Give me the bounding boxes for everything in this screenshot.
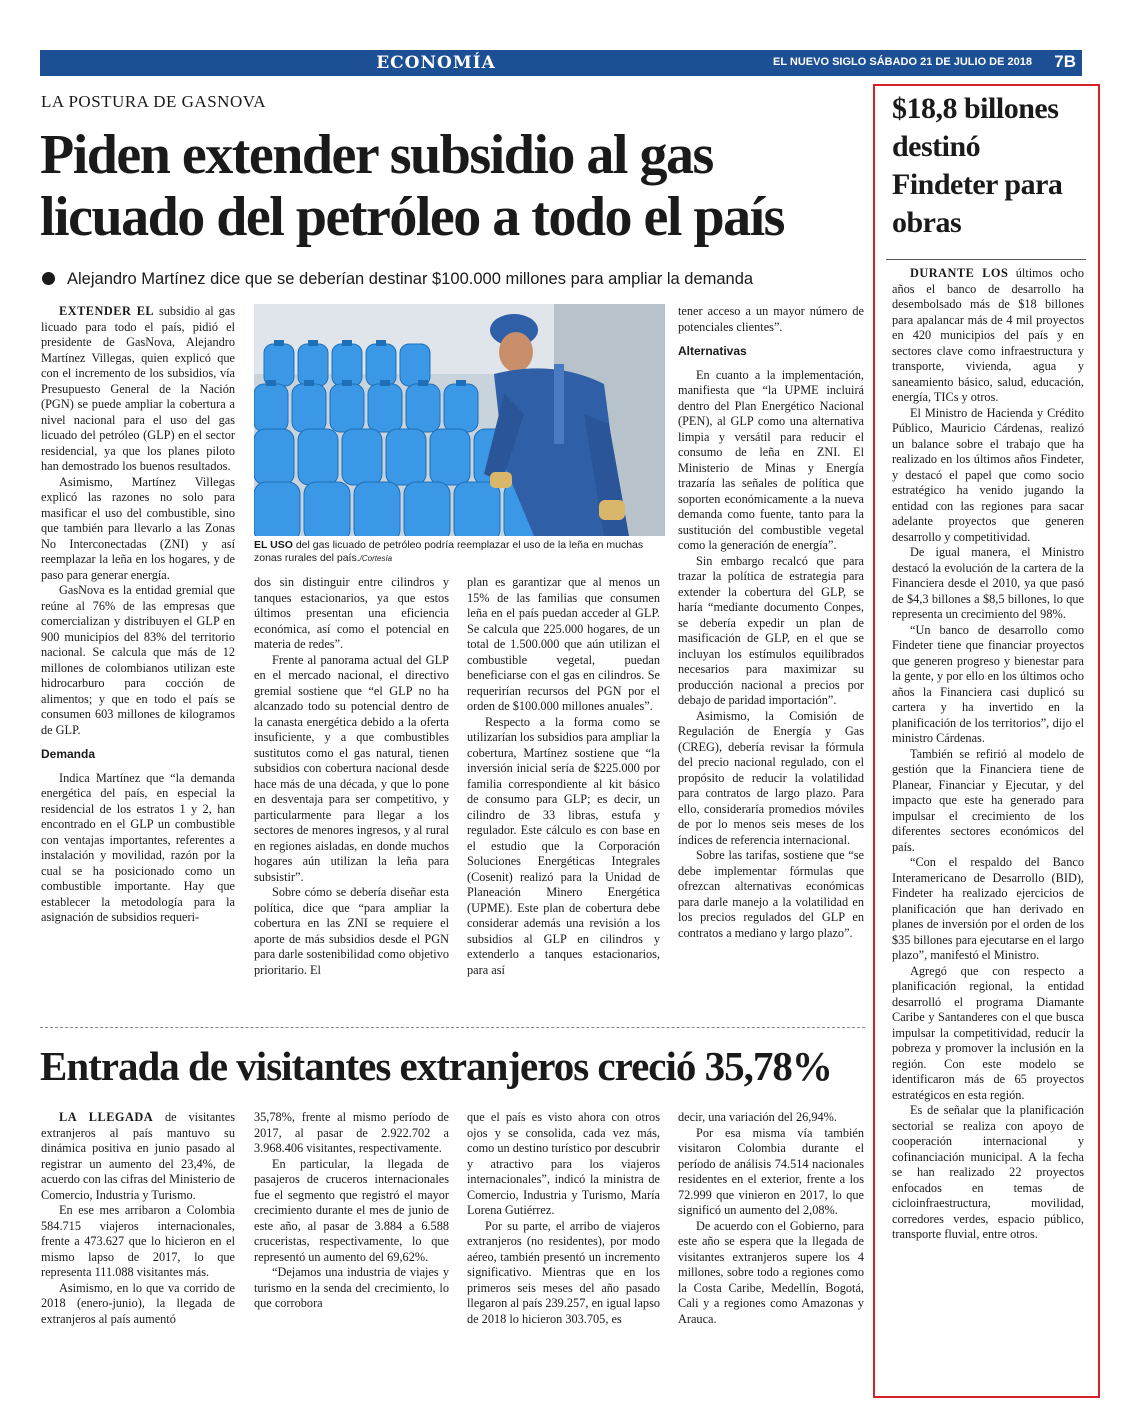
section-label: ECONOMÍA (376, 53, 496, 73)
paragraph: EXTENDER EL subsidio al gas licuado para todo el país, pidió el presidente de GasNova, Alejandro Martínez Villegas, quien explicó que con el incremento de los subsidios, vía Presupuesto General de la Nación (PGN) se puede ampliar la cobertura a nivel nacional para el uso del gas licuado del petróleo (GLP) en el sector residencial, ya que los planes piloto han demostrado los buenos resultados. (41, 304, 235, 473)
article-column-1 (41, 304, 235, 1024)
paragraph: Indica Martínez que “la demanda energética del país, en especial la residencial de los estratos 1 y 2, han encontrado en el GLP un combustible con ventajas importantes, referentes a instalación y movilidad, razón por la cual se ha posicionado como un combustible importante. Hay que establecer la metodología para la asignación de subsidios requeri- (41, 770, 235, 924)
paragraph: Respecto a la forma como se utilizarían los subsidios para ampliar la cobertura, Martínez sostiene que “la inversión inicial sería de $225.000 por familia correspondiente al kit básico de consumo para GLP; es decir, un cilindro de 33 libras, estufa y regulador. Este cálculo es con base en el estudio que la Corporación Soluciones Energéticas Integrales (Cosenit) realizó para la Unidad de Planeación Minero Energética (UPME). Este plan de cobertura debe considerar además una revisión a los subsidios al GLP en cilindros y extenderlo a tanques estacionarios, para así (467, 714, 660, 977)
paragraph: 35,78%, frente al mismo período de 2017, al pasar de 2.922.702 a 3.968.406 visitantes, respectivamente. (254, 1110, 449, 1155)
gas-cylinders-photo (254, 304, 665, 536)
paragraph: tener acceso a un mayor número de potenciales clientes”. (678, 304, 864, 334)
paragraph: Asimismo, en lo que va corrido de 2018 (enero-junio), la llegada de extranjeros al país aumentó (41, 1280, 235, 1326)
paragraph: De acuerdo con el Gobierno, para este año se espera que la llegada de visitantes extranjeros supere los 4 millones, sobre todo a regiones como la Costa Caribe, Medellín, Bogotá, Cali y a regiones como Amazonas y Arauca. (678, 1218, 864, 1326)
paragraph: Es de señalar que la planificación sectorial se realiza con apoyo de cooperación internacional y cofinanciación municipal. A la fecha se han realizado 22 proyectos enfocados en temas de cicloinfraestructura, movilidad, corredores verdes, espacio público, transporte fluvial, entre otros. (892, 1103, 1084, 1241)
paragraph: Sin embargo recalcó que para trazar la política de estrategia para extender la cobertura del GLP, se haría “mediante documento Conpes, se debería expedir un plan de masificación de GLP, en el que se incluyan los estímulos equilibrados necesarios para maximizar su producción nacional a precios por debajo de paridad importación”. (678, 553, 864, 707)
article-column-2 (254, 575, 449, 1025)
paragraph: LA LLEGADA de visitantes extranjeros al país mantuvo su dinámica positiva en junio pasado al registrar un aumento del 23,4%, de acuerdo con las cifras del Ministerio de Comercio, Industria y Turismo. (41, 1110, 235, 1202)
paragraph: dos sin distinguir entre cilindros y tanques estacionarios, ya que estos últimos presentan una eficiencia económica, así como el potencial en materia de redes”. (254, 575, 449, 651)
second-article-headline: Entrada de visitantes extranjeros creció 35,78% (40, 1043, 832, 1089)
second-column-3 (467, 1110, 660, 1400)
article-photo (254, 304, 665, 536)
paragraph: DURANTE LOS últimos ocho años el banco de desarrollo ha desembolsado más de $18 billones para apalancar más de 4 mil proyectos en 420 municipios del país y en sectores clave como infraestructura y transporte, vivienda, agua y saneamiento básico, salud, educación, energía, TICs y otros. (892, 266, 1084, 404)
paragraph: Asimismo, la Comisión de Regulación de Energía y Gas (CREG), debería revisar la fórmula del precio nacional regulado, con el propósito de reducir la volatilidad para contratos de largo plazo. Para ello, consideraría promedios móviles de por lo menos seis meses de los índices de referencia internacional. (678, 708, 864, 847)
paragraph: Sobre las tarifas, sostiene que “se debe implementar fórmulas que ofrezcan alternativas económicas para darle manejo a la volatilidad en los precios regulados del GLP en contratos a mediano y largo plazo”. (678, 848, 864, 940)
paragraph: El Ministro de Hacienda y Crédito Público, Mauricio Cárdenas, realizó un balance sobre el trabajo que ha realizado en los últimos años Findeter, y destacó el papel que como socio estratégico ha venido jugando la entidad con las regiones para sacar adelante proyectos que generen desarrollo y competitividad. (892, 405, 1084, 544)
sidebar-headline: $18,8 billones destinó Findeter para obras (892, 92, 1063, 239)
paragraph: De igual manera, el Ministro destacó la evolución de la cartera de la Financiera desde el 2010, ya que pasó de $4,3 billones a $8,5 billones, lo que representa un crecimiento del 98%. (892, 545, 1084, 621)
paragraph: decir, una variación del 26,94%. (678, 1110, 837, 1124)
paragraph: Agregó que con respecto a planificación regional, la entidad desarrolló el programa Diamante Caribe y Santanderes con el que busca impulsar la competitividad, reducir la pobreza y promover la inclusión en la región. Con este modelo se identificaron más de 65 proyectos estratégicos en esta región. (892, 963, 1084, 1102)
paragraph: “Dejamos una industria de viajes y turismo en la senda del crecimiento, lo que corrobora (254, 1265, 449, 1310)
second-column-2 (254, 1110, 449, 1400)
paragraph: En cuanto a la implementación, manifiesta que “la UPME incluirá dentro del Plan Energético Nacional (PEN), al GLP como una alternativa limpia y versátil para reducir el consumo de leña en ZNI. El Ministerio de Minas y Energía trazaría las señales de política que soporten económicamente a la nueva demanda como fuente, tanto para la sustitución del combustible vegetal como la generación de energía”. (678, 367, 864, 552)
paragraph: Frente al panorama actual del GLP en el mercado nacional, el directivo gremial sostiene que “el GLP no ha alcanzado todo su potencial dentro de la canasta energética debido a la oferta insuficiente, y a que combustibles sustitutos como el gas natural, tienen subsidios con cobertura nacional desde hace más de una década, y que lo pone en desventaja para ser competitivo, y particularmente para llegar a los sectores de menores ingresos, y al rural en regiones aisladas, en donde muchos hogares aún utilizan la leña para subsistir”. (254, 652, 449, 884)
article-kicker: LA POSTURA DE GASNOVA (41, 92, 267, 111)
paragraph: En ese mes arribaron a Colombia 584.715 viajeros internacionales, frente a 473.627 que lo hicieron en el mismo lapso de 2017, lo que representa 111.088 visitantes más. (41, 1203, 235, 1279)
paragraph: que el país es visto ahora con otros ojos y se consolida, cada vez más, como un destino turístico por descubrir y atractivo para los viajeros internacionales”, indicó la ministra de Comercio, Industria y Turismo, María Lorena Gutiérrez. (467, 1110, 660, 1217)
paragraph: “Con el respaldo del Banco Interamericano de Desarrollo (BID), Findeter ha realizado ejercicios de planificación que han derivado en planes de inversión por el orden de los $35 billones para ejecutarse en el largo plazo”, manifestó el Ministro. (892, 855, 1084, 962)
article-column-3 (467, 575, 660, 1025)
subhead-alternativas: Alternativas (678, 344, 747, 358)
paragraph: En particular, la llegada de pasajeros de cruceros internacionales fue el segmento que registró el mayor crecimiento durante el mes de junio de este año, al pasar de 3.884 a 6.588 cruceristas, respectivamente, lo que representó un aumento del 69,62%. (254, 1156, 449, 1264)
page-number: 7B (1054, 52, 1076, 71)
paragraph: Por esa misma vía también visitaron Colombia durante el período de análisis 74.514 nacionales residentes en el exterior, frente a los 72.999 que vinieron en 2017, lo que significó un aumento del 2,08%. (678, 1125, 864, 1217)
paragraph: plan es garantizar que al menos un 15% de las familias que consumen leña en el país puedan acceder al GLP. Se calcula que 225.000 hogares, de un total de 1.500.000 que aún utilizan el combustible vegetal, puedan beneficiarse con el gas en cilindros. Se requerirían recursos del PGN por el orden de $100.000 millones anuales”. (467, 575, 660, 713)
second-column-4 (678, 1110, 864, 1400)
paragraph: GasNova es la entidad gremial que reúne al 76% de las empresas que comercializan y distribuyen el GLP en 900 municipios del 83% del territorio nacional. Se calcula que más de 12 millones de colombianos utilizan este hidrocarburo para cocción de alimentos; y que en todo el país se consumen 603 millones de kilogramos de GLP. (41, 583, 235, 737)
paragraph: Asimismo, Martínez Villegas explicó las razones no solo para masificar el uso del combustible, sino que también para llevarlo a las Zonas No Interconectadas (ZNI) y así reemplazar la leña en los hogares, y de paso para generar energía. (41, 474, 235, 582)
sidebar-rule (886, 259, 1086, 260)
article-column-4 (678, 304, 864, 1024)
sidebar-body (892, 266, 1084, 1391)
article-deck: Alejandro Martínez dice que se deberían destinar $100.000 millones para ampliar la demanda (42, 270, 872, 289)
headline-line-2: licuado del petróleo a todo el país (40, 186, 784, 248)
paper-date: EL NUEVO SIGLO SÁBADO 21 DE JULIO DE 2018 (773, 56, 1032, 68)
article-divider (40, 1027, 865, 1028)
paragraph: Por su parte, el arribo de viajeros extranjeros (no residentes), por modo aéreo, también presentó un incremento significativo. Mientras que en los primeros seis meses del año pasado llegaron al país 239.257, en igual lapso de 2018 lo hicieron 303.705, es (467, 1218, 660, 1326)
paragraph: “Un banco de desarrollo como Findeter tiene que financiar proyectos que generen progreso y bienestar para la gente, y por ello en los últimos ocho años la Financiera casi duplicó su cartera y ha invertido en la planificación de los territorios”, dijo el ministro Cárdenas. (892, 622, 1084, 745)
header-bar (40, 50, 1082, 76)
article-headline (40, 124, 860, 248)
paragraph: También se refirió al modelo de gestión que la Financiera tiene de Planear, Financiar y Ejecutar, y del impacto que este ha generado para impulsar el crecimiento de los diferentes sectores económicos del país. (892, 746, 1084, 854)
subhead-demanda: Demanda (41, 747, 96, 761)
headline-line-1: Piden extender subsidio al gas (40, 124, 713, 186)
bullet-icon (42, 272, 55, 285)
paragraph: Sobre cómo se debería diseñar esta política, dice que “para ampliar la cobertura en las ZNI se requiere el aporte de más subsidios desde el PGN para darle sostenibilidad como objetivo prioritario. El (254, 885, 449, 977)
second-column-1 (41, 1110, 235, 1400)
photo-caption: EL USO del gas licuado de petróleo podría reemplazar el uso de la leña en muchas zonas rurales del país./Cortesía (254, 539, 644, 564)
